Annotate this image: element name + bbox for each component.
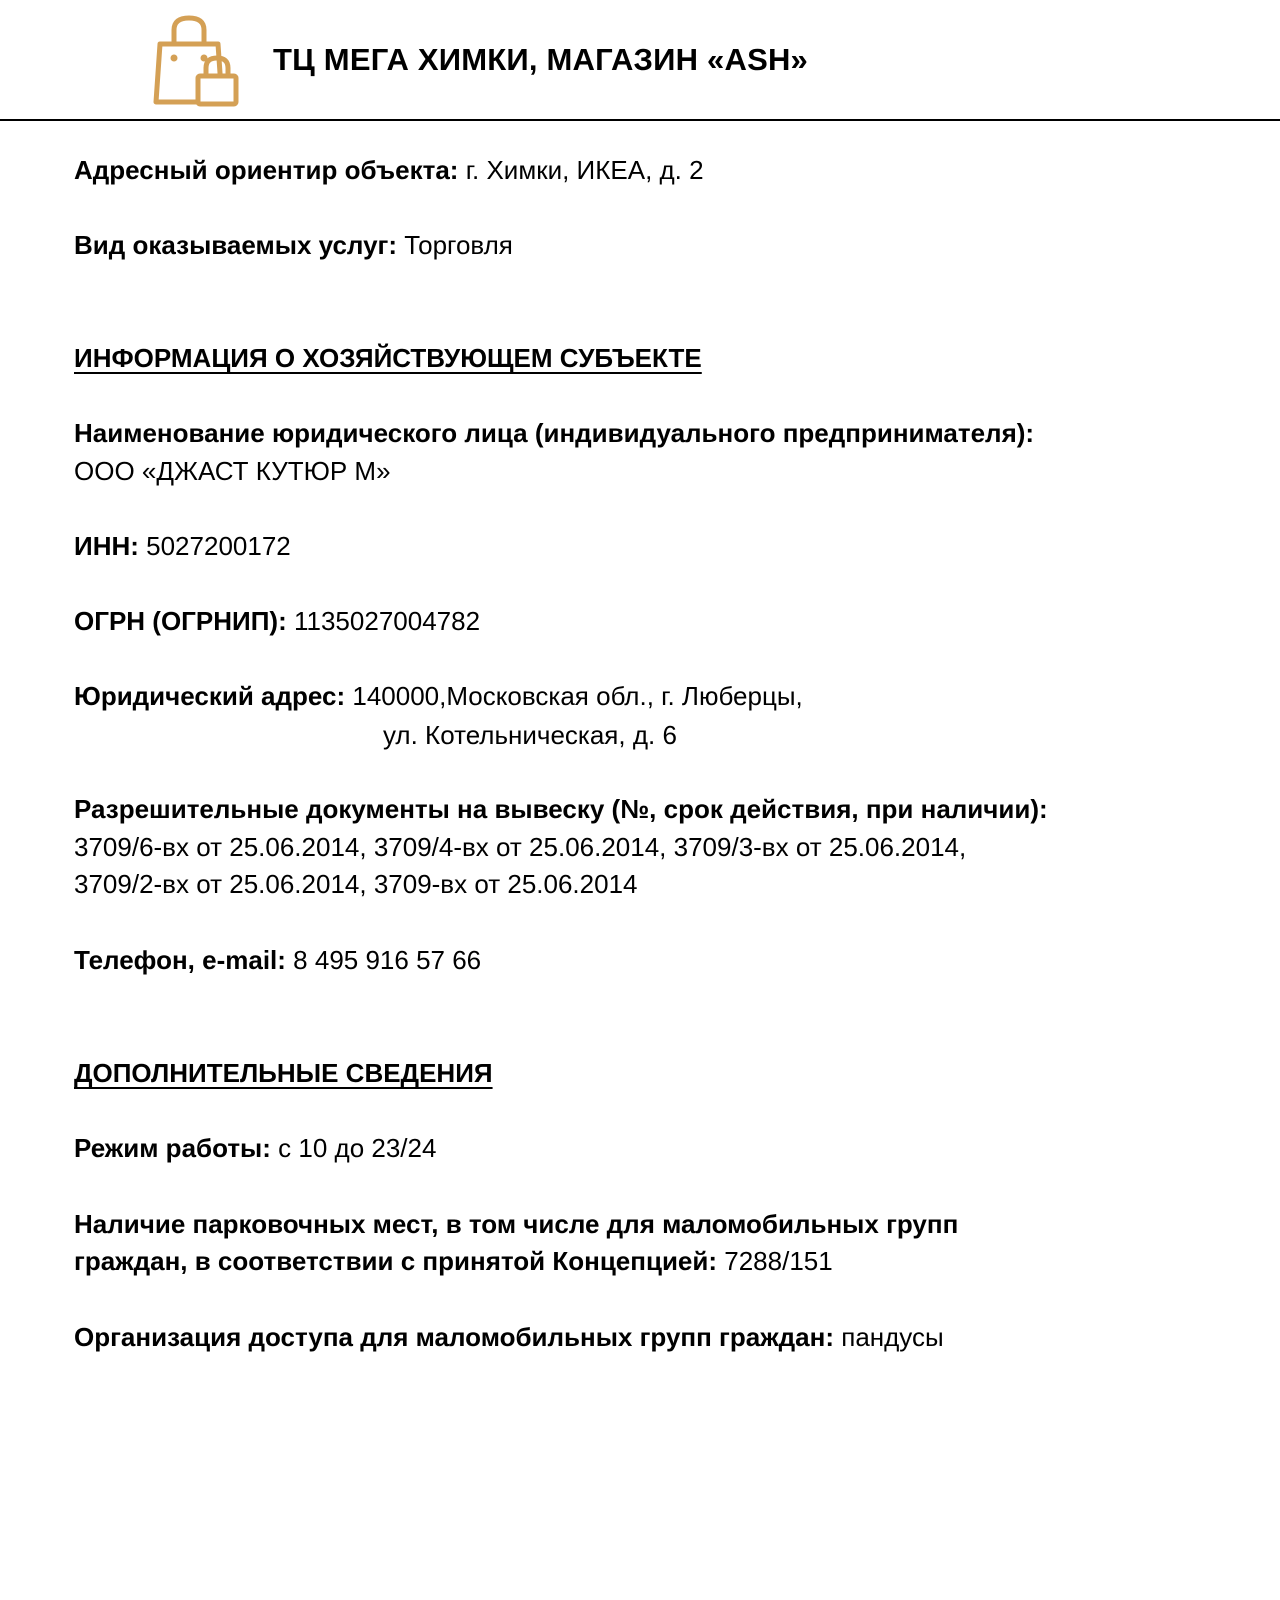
access-row xyxy=(74,1318,944,1356)
legal-address-line2: ул. Котельническая, д. 6 xyxy=(383,720,677,750)
entity-name-value: ООО «ДЖАСТ КУТЮР М» xyxy=(74,456,391,486)
header-divider xyxy=(0,119,1280,121)
services-label: Вид оказываемых услуг: xyxy=(74,230,398,260)
header xyxy=(0,0,1280,120)
parking-label-line1: Наличие парковочных мест, в том числе для маломобильных групп xyxy=(74,1209,959,1239)
phone-value: 8 495 916 57 66 xyxy=(293,945,482,975)
parking-label-line2: граждан, в соответствии с принятой Концепцией: xyxy=(74,1246,718,1276)
ogrn-row xyxy=(74,602,480,640)
services-value: Торговля xyxy=(404,230,513,260)
inn-row xyxy=(74,527,291,565)
hours-row xyxy=(74,1129,436,1167)
address-row xyxy=(74,151,704,189)
inn-label: ИНН: xyxy=(74,531,139,561)
services-row xyxy=(74,226,513,264)
legal-address-label: Юридический адрес: xyxy=(74,681,346,711)
ogrn-value: 1135027004782 xyxy=(293,606,481,636)
legal-address-line1: 140000,Московская обл., г. Люберцы, xyxy=(352,681,803,711)
access-label: Организация доступа для маломобильных групп граждан: xyxy=(74,1322,834,1352)
address-label: Адресный ориентир объекта: xyxy=(74,155,459,185)
ogrn-label: ОГРН (ОГРНИП): xyxy=(74,606,287,636)
hours-label: Режим работы: xyxy=(74,1133,271,1163)
entity-heading: ИНФОРМАЦИЯ О ХОЗЯЙСТВУЮЩЕМ СУБЪЕКТЕ xyxy=(74,343,702,373)
extra-heading: ДОПОЛНИТЕЛЬНЫЕ СВЕДЕНИЯ xyxy=(74,1058,493,1088)
phone-row xyxy=(74,941,481,979)
permits-line2: 3709/2-вх от 25.06.2014, 3709-вх от 25.06.2014 xyxy=(74,869,638,899)
page-title: ТЦ МЕГА ХИМКИ, МАГАЗИН «ASH» xyxy=(273,42,808,77)
entity-name-label: Наименование юридического лица (индивидуального предпринимателя): xyxy=(74,418,1035,448)
parking-value: 7288/151 xyxy=(724,1246,833,1276)
parking-row xyxy=(74,1242,833,1280)
permits-line1: 3709/6-вх от 25.06.2014, 3709/4-вх от 25.06.2014, 3709/3-вх от 25.06.2014, xyxy=(74,832,967,862)
address-value: г. Химки, ИКЕА, д. 2 xyxy=(465,155,704,185)
hours-value: с 10 до 23/24 xyxy=(278,1133,437,1163)
access-value: пандусы xyxy=(841,1322,944,1352)
legal-address-row xyxy=(74,677,803,715)
inn-value: 5027200172 xyxy=(146,531,291,561)
shopping-bag-lock-icon xyxy=(152,14,242,108)
permits-label: Разрешительные документы на вывеску (№, срок действия, при наличии): xyxy=(74,794,1048,824)
phone-label: Телефон, e-mail: xyxy=(74,945,286,975)
